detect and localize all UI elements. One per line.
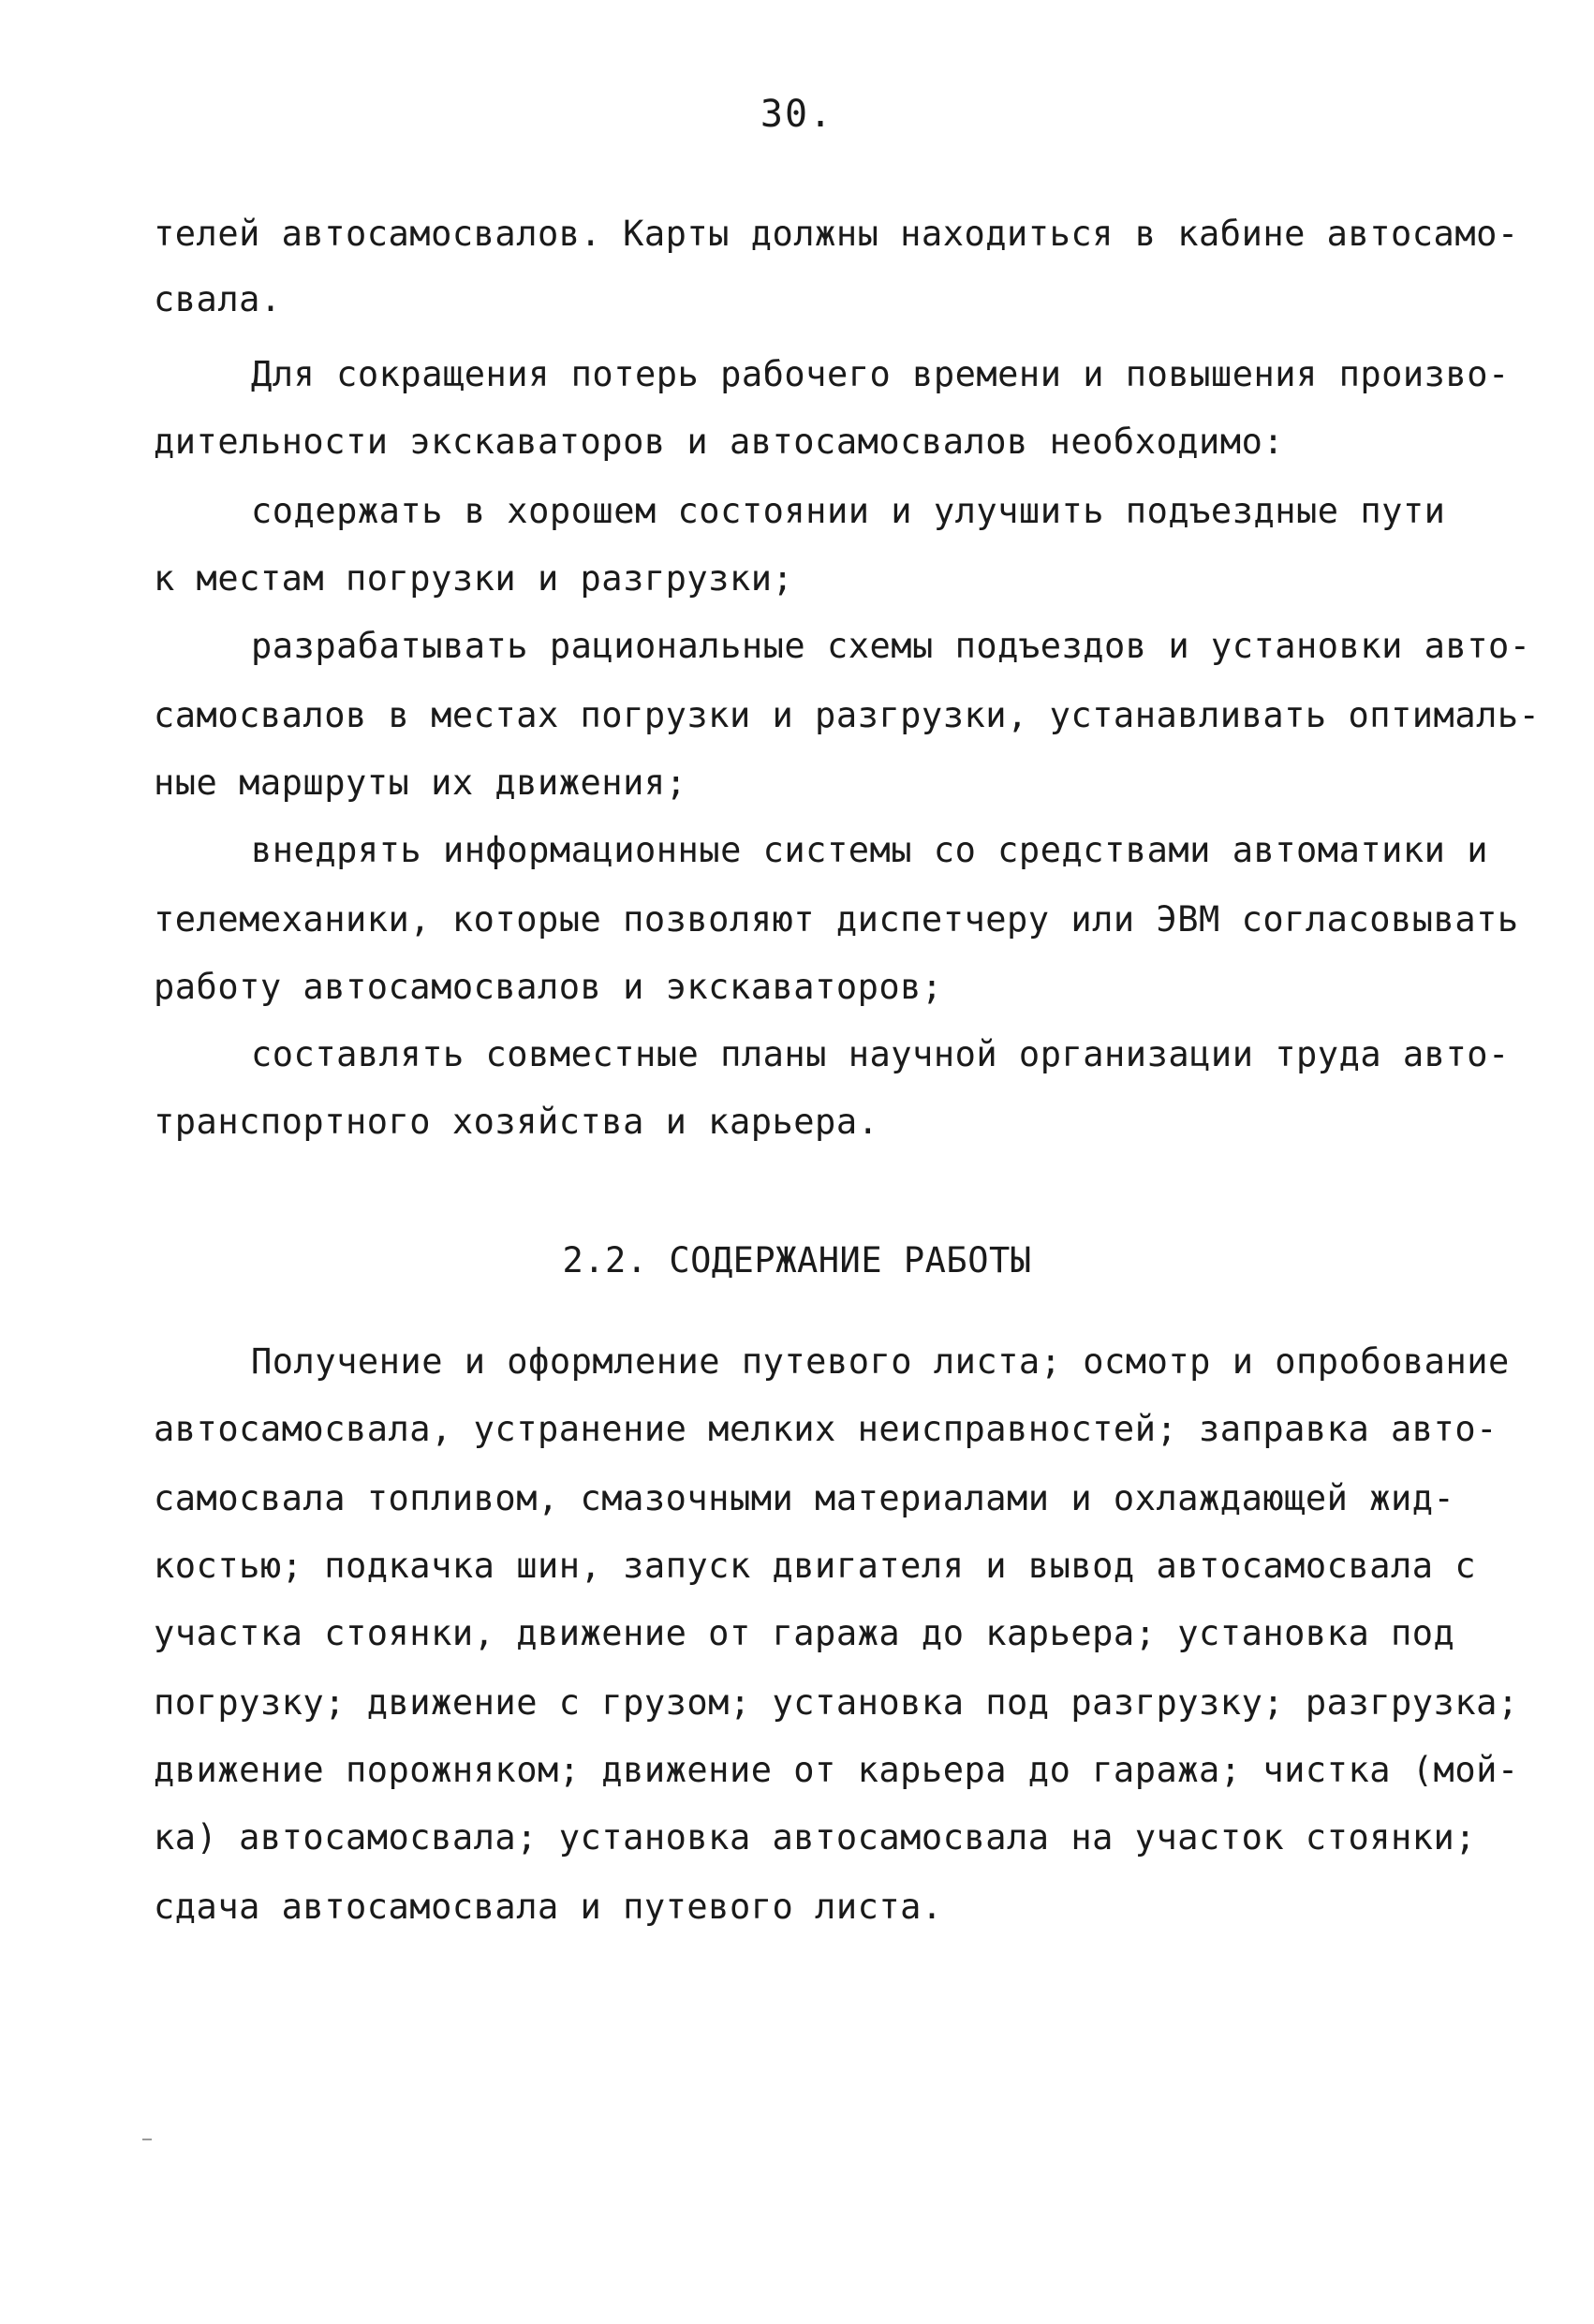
text-line: телей автосамосвалов. Карты должны находиться в кабине автосамо- <box>154 214 1519 254</box>
text-line: Получение и оформление путевого листа; осмотр и опробование <box>251 1341 1510 1382</box>
page-number: 30. <box>760 93 834 136</box>
text-line: работу автосамосвалов и экскаваторов; <box>154 967 943 1007</box>
text-line: свала. <box>154 279 282 319</box>
text-line: транспортного хозяйства и карьера. <box>154 1102 879 1142</box>
text-line: внедрять информационные системы со средствами автоматики и <box>251 830 1489 870</box>
text-line: к местам погрузки и разгрузки; <box>154 558 794 599</box>
text-line: содержать в хорошем состоянии и улучшить подъездные пути <box>251 491 1446 531</box>
text-line: разрабатывать рациональные схемы подъездов и установки авто- <box>251 626 1531 666</box>
text-line: самосвалов в местах погрузки и разгрузки, устанавливать оптималь- <box>154 695 1541 735</box>
text-line: дительности экскаваторов и автосамосвалов необходимо: <box>154 422 1285 462</box>
text-line: сдача автосамосвала и путевого листа. <box>154 1887 943 1927</box>
text-line: составлять совместные планы научной организации труда авто- <box>251 1034 1510 1074</box>
text-line: Для сокращения потерь рабочего времени и повышения произво- <box>251 354 1510 394</box>
text-line: самосвала топливом, смазочными материалами и охлаждающей жид- <box>154 1478 1455 1518</box>
text-line: телемеханики, которые позволяют диспетчеру или ЭВМ согласовывать <box>154 899 1519 940</box>
text-line: участка стоянки, движение от гаража до карьера; установка под <box>154 1613 1455 1653</box>
text-line: автосамосвала, устранение мелких неисправностей; заправка авто- <box>154 1409 1498 1449</box>
text-line: ные маршруты их движения; <box>154 762 687 803</box>
text-line: движение порожняком; движение от карьера до гаража; чистка (мой- <box>154 1750 1519 1790</box>
text-line: костью; подкачка шин, запуск двигателя и вывод автосамосвала с <box>154 1546 1477 1586</box>
scan-mark <box>142 2139 152 2140</box>
section-heading: 2.2. СОДЕРЖАНИЕ РАБОТЫ <box>562 1240 1032 1280</box>
text-line: ка) автосамосвала; установка автосамосвала на участок стоянки; <box>154 1817 1477 1858</box>
text-line: погрузку; движение с грузом; установка под разгрузку; разгрузка; <box>154 1682 1519 1723</box>
